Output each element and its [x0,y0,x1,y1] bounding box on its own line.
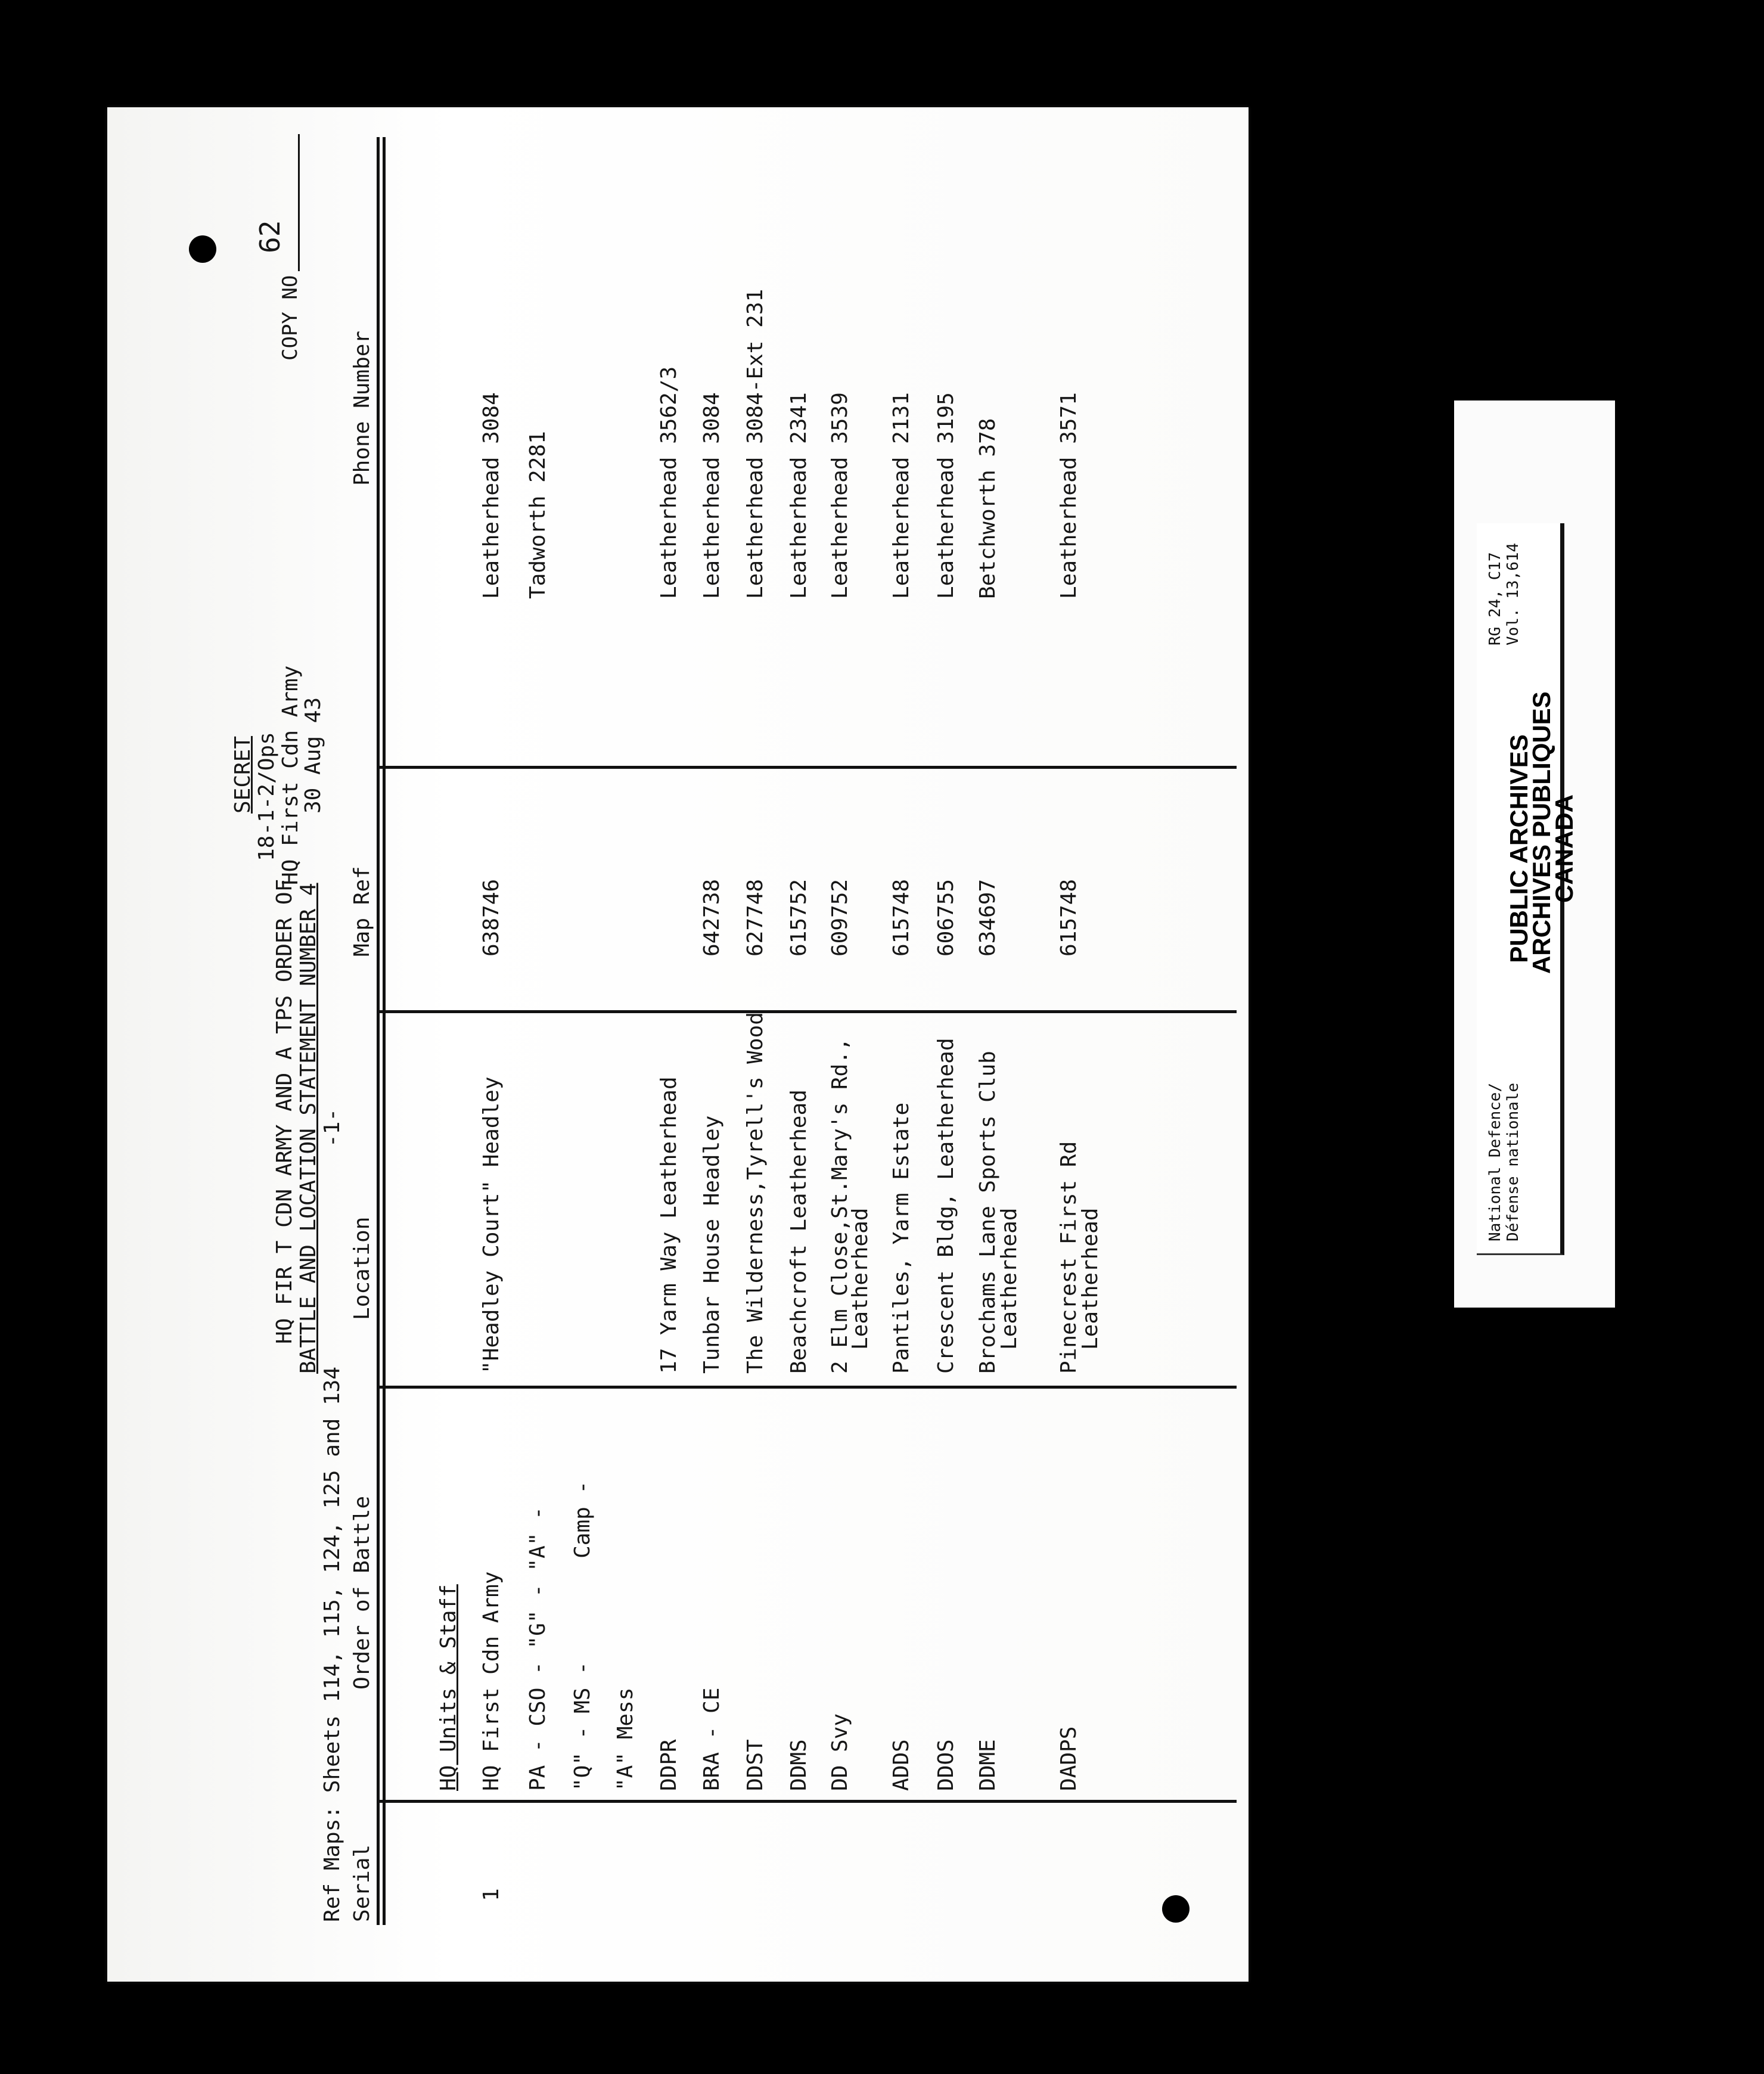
archives-stamp [1505,691,1585,974]
cell-location: Crescent Bldg, Leatherhead [934,1038,958,1374]
cell-phone: Leatherhead 3195 [934,392,958,599]
cell-phone: Leatherhead 2341 [787,392,811,599]
cell-order: "A" Mess [613,1687,638,1791]
cell-phone: Leatherhead 3084 [700,392,724,599]
volume-number: Vol. 13,614 [1504,542,1522,645]
cell-order: HQ First Cdn Army [479,1571,504,1791]
col-divider-3 [378,1010,1237,1013]
col-divider-2 [378,1386,1237,1389]
cell-order: "Q" - MS - Camp - [570,1480,595,1791]
cell-map-ref: 615752 [787,878,811,957]
cell-phone: Leatherhead 3562/3 [657,366,681,599]
cell-map-ref: 642738 [700,878,724,957]
cell-order: ADDS [889,1739,914,1791]
col-map-ref: Map Ref [350,866,374,957]
cell-serial: 1 [479,1888,504,1901]
cell-order: PA - CSO - "G" - "A" - [526,1507,550,1791]
cell-order: BRA - CE [700,1687,724,1791]
rotated-content [107,107,1249,1982]
header-rule-2 [383,137,386,1925]
cell-map-ref: 627748 [743,878,768,957]
col-divider-1 [378,1800,1237,1803]
cell-phone: Leatherhead 3084 [479,392,504,599]
cell-location: Pinecrest First Rd [1057,1141,1081,1374]
cell-location: Pantiles, Yarm Estate [889,1102,914,1374]
title-line-1: HQ FIR T CDN ARMY AND A TPS ORDER OF [272,878,297,1344]
cell-phone: Leatherhead 2131 [889,392,914,599]
cell-phone: Leatherhead 3084-Ext 231 [743,288,768,599]
dept-line-2: Défense nationale [1504,1082,1522,1241]
cell-phone: Leatherhead 3539 [828,392,852,599]
cell-location-line-2: Leatherhead [848,1207,872,1350]
dept-line-1: National Defence/ [1486,1082,1504,1241]
cell-order: DDMS [787,1739,811,1791]
cell-location: The Wilderness,Tyrell's Wood [743,1012,768,1374]
cell-order: DDOS [934,1739,958,1791]
stamp-line-1: PUBLIC ARCHIVES [1505,734,1533,963]
section-heading: HQ Units & Staff [436,1584,461,1791]
copy-label: COPY NO [278,275,302,361]
col-order-of-battle: Order of Battle [350,1495,374,1690]
cell-phone: Tadworth 2281 [526,431,550,599]
archive-label [1454,400,1615,1308]
document-page [107,107,1249,1982]
cell-order: DDME [976,1739,1000,1791]
cell-map-ref: 609752 [828,878,852,957]
stamp-line-3: CANADA [1550,794,1578,903]
cell-location-line-2: Leatherhead [997,1207,1021,1350]
stamp-line-2: ARCHIVES PUBLIQUES [1527,691,1555,974]
cell-location: Tunbar House Headley [700,1115,724,1374]
cell-location: Beachcroft Leatherhead [787,1089,811,1374]
cell-phone: Betchworth 378 [976,418,1000,599]
col-divider-4 [378,766,1237,769]
col-serial: Serial [350,1844,374,1922]
cell-location: Brochams Lane Sports Club [976,1051,1000,1374]
title-line-2: BATTLE AND LOCATION STATEMENT NUMBER 4 [296,883,321,1374]
col-phone-number: Phone Number [350,330,374,486]
archive-label-content [1454,400,1615,1308]
copy-number: 62 [254,220,286,253]
cell-map-ref: 638746 [479,878,504,957]
cell-map-ref: 615748 [1057,878,1081,957]
cell-order: DADPS [1057,1726,1081,1791]
secret-marking: SECRET [231,735,255,814]
cell-location: 2 Elm Close,St.Mary's Rd., [828,1038,852,1374]
cell-location: "Headley Court" Headley [479,1076,504,1374]
page-number: -1- [320,1108,344,1147]
record-group: RG 24, C17 [1486,552,1504,645]
cell-order: DDPR [657,1739,681,1791]
cell-order: DDST [743,1739,768,1791]
cell-phone: Leatherhead 3571 [1057,392,1081,599]
header-rule-1 [377,137,380,1925]
document-date: 30 Aug 43 [301,697,325,814]
copy-underline [298,134,300,271]
cell-map-ref: 634697 [976,878,1000,957]
cell-order: DD Svy [828,1713,852,1791]
cell-location: 17 Yarm Way Leatherhead [657,1076,681,1374]
col-location: Location [350,1216,374,1320]
file-reference: 18-1-2/Ops [254,732,279,861]
hq-reference: HQ First Cdn Army [278,665,303,885]
ref-maps: Ref Maps: Sheets 114, 115, 124, 125 and 134 [320,1367,344,1922]
cell-location-line-2: Leatherhead [1078,1207,1102,1350]
cell-map-ref: 615748 [889,878,914,957]
cell-map-ref: 606755 [934,878,958,957]
